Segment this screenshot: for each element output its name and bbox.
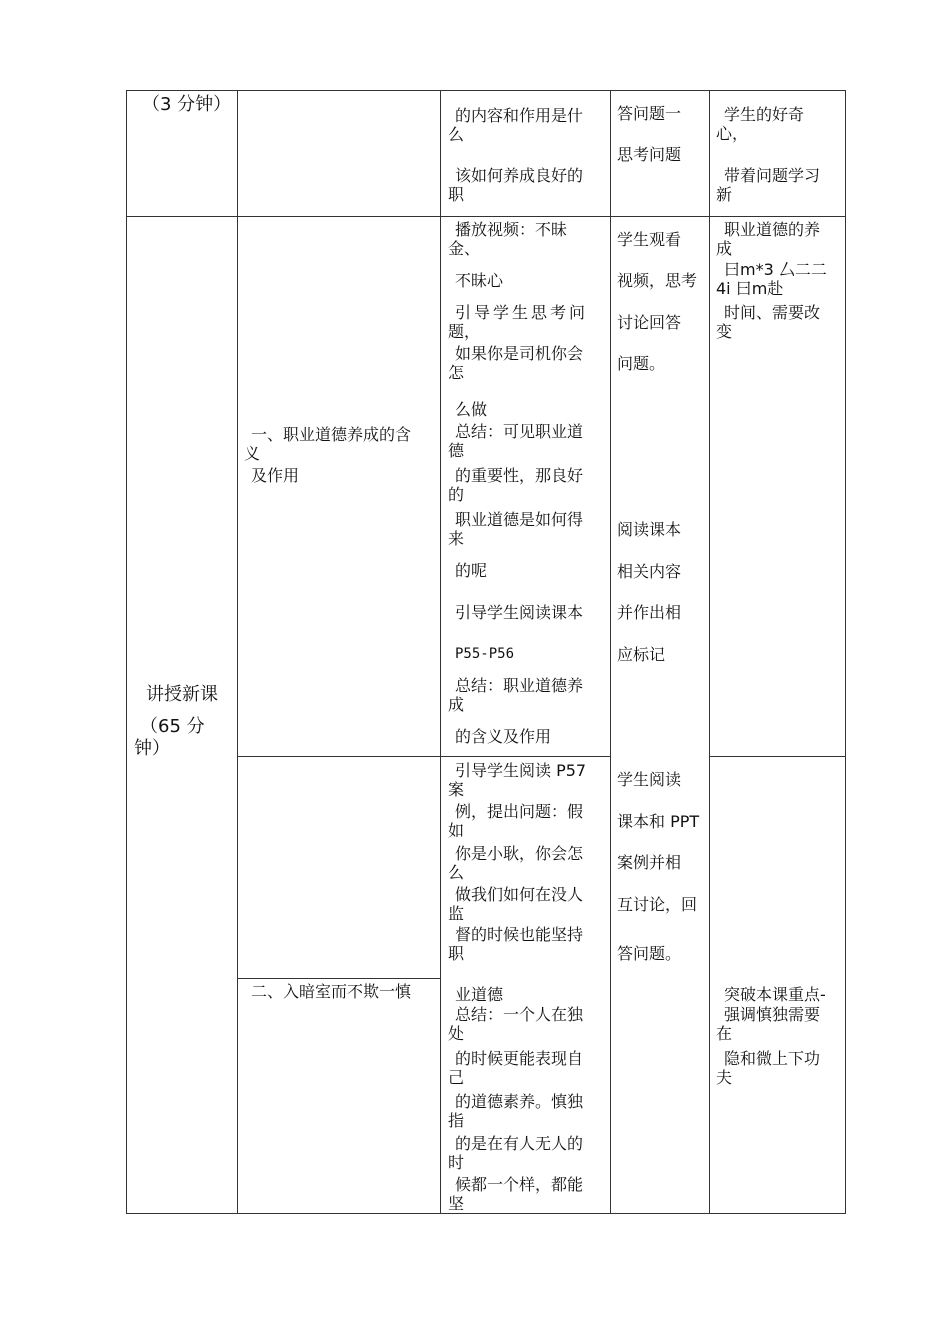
content-text: 金、 <box>448 239 481 258</box>
content-text: 来 <box>448 529 465 548</box>
student-activity: 相关内容 <box>617 562 682 581</box>
design-intent: 职业道德的养 <box>724 220 821 239</box>
student-activity: 并作出相 <box>617 603 682 622</box>
topic-heading: 义 <box>244 444 261 463</box>
content-text: 时 <box>448 1153 465 1172</box>
design-intent: 新 <box>716 185 733 204</box>
content-text: 案 <box>448 780 465 799</box>
student-activity: 互讨论，回 <box>617 895 698 914</box>
table-border-top <box>126 90 846 91</box>
table-col-divider <box>610 90 611 1214</box>
design-intent: 隐和微上下功 <box>724 1049 821 1068</box>
content-text: 该如何养成良好的 <box>455 166 584 185</box>
content-text: 处 <box>448 1024 465 1043</box>
design-intent: 变 <box>716 322 733 341</box>
content-text: 总结：可见职业道 <box>455 422 584 441</box>
content-text: 己 <box>448 1068 465 1087</box>
design-intent: 心， <box>716 124 749 143</box>
content-text: 职 <box>448 944 465 963</box>
content-text: 引导学生阅读 P57 <box>455 761 587 780</box>
student-activity: 讨论回答 <box>617 313 682 332</box>
design-intent: 4i 曰m赴 <box>716 279 784 298</box>
student-activity: 学生阅读 <box>617 770 682 789</box>
topic-heading: 二、入暗室而不欺一慎 <box>251 982 412 1001</box>
design-intent: 学生的好奇 <box>724 105 805 124</box>
design-intent: 突破本课重点- <box>724 985 826 1004</box>
table-col-divider <box>440 90 441 1214</box>
content-text: 监 <box>448 904 465 923</box>
table-row-divider <box>126 216 846 217</box>
design-intent: 曰m*3 厶二二 <box>724 260 827 279</box>
content-text: 的呢 <box>455 561 488 580</box>
content-text: 的是在有人无人的 <box>455 1134 584 1153</box>
content-text: P55-P56 <box>455 646 515 662</box>
content-text: 怎 <box>448 363 465 382</box>
student-activity: 答问题一 <box>617 104 682 123</box>
content-text: 播放视频：不昧 <box>455 220 568 239</box>
student-activity: 学生观看 <box>617 230 682 249</box>
design-intent: 在 <box>716 1024 733 1043</box>
content-text: 引导学生阅读课本 <box>455 603 584 622</box>
student-activity: 课本和 PPT <box>617 812 700 831</box>
table-inner-divider <box>709 756 846 757</box>
content-text: 不昧心 <box>455 271 504 290</box>
design-intent: 夫 <box>716 1068 733 1087</box>
student-activity: 视频，思考 <box>617 271 698 290</box>
design-intent: 带着问题学习 <box>724 166 821 185</box>
content-text: 么 <box>448 125 465 144</box>
design-intent: 成 <box>716 239 733 258</box>
content-text: 的含义及作用 <box>455 727 552 746</box>
table-col-divider <box>709 90 710 1214</box>
student-activity: 思考问题 <box>617 145 682 164</box>
topic-heading: 一、职业道德养成的含 <box>251 425 412 444</box>
stage-duration: （3 分钟） <box>142 94 232 115</box>
content-text: 总结：一个人在独 <box>455 1005 584 1024</box>
design-intent: 时间、需要改 <box>724 303 821 322</box>
content-text: 如 <box>448 821 465 840</box>
student-activity: 阅读课本 <box>617 520 682 539</box>
content-text: 德 <box>448 441 465 460</box>
table-inner-divider <box>237 756 610 757</box>
student-activity: 应标记 <box>617 645 666 664</box>
content-text: 题， <box>448 322 481 341</box>
content-text: 业道德 <box>455 985 504 1004</box>
content-text: 督的时候也能坚持 <box>455 925 584 944</box>
table-col-divider <box>237 90 238 1214</box>
content-text: 的道德素养。慎独 <box>455 1092 584 1111</box>
stage-title: 讲授新课 <box>146 684 218 705</box>
content-text: 如果你是司机你会 <box>455 344 584 363</box>
content-text: 的 <box>448 485 465 504</box>
content-text: 例，提出问题：假 <box>455 802 584 821</box>
content-text: 么做 <box>455 400 488 419</box>
content-text: 职 <box>448 185 465 204</box>
table-border-bottom <box>126 1213 846 1214</box>
content-text: 么 <box>448 863 465 882</box>
topic-heading: 及作用 <box>251 466 300 485</box>
content-text: 候都一个样，都能 <box>455 1175 584 1194</box>
student-activity: 案例并相 <box>617 853 682 872</box>
table-inner-divider <box>237 978 440 979</box>
student-activity: 答问题。 <box>617 944 682 963</box>
content-text: 引导学生思考问 <box>455 303 589 322</box>
content-text: 坚 <box>448 1194 465 1213</box>
design-intent: 强调慎独需要 <box>724 1005 821 1024</box>
content-text: 指 <box>448 1111 465 1130</box>
content-text: 的重要性，那良好 <box>455 466 584 485</box>
content-text: 做我们如何在没人 <box>455 885 584 904</box>
content-text: 的内容和作用是什 <box>455 106 584 125</box>
table-border-right <box>845 90 846 1214</box>
content-text: 总结：职业道德养 <box>455 676 584 695</box>
table-border-left <box>126 90 127 1214</box>
content-text: 成 <box>448 695 465 714</box>
content-text: 你是小耿，你会怎 <box>455 844 584 863</box>
content-text: 职业道德是如何得 <box>455 510 584 529</box>
stage-duration: （65 分 <box>140 716 205 737</box>
stage-duration: 钟） <box>134 738 170 759</box>
student-activity: 问题。 <box>617 354 666 373</box>
content-text: 的时候更能表现自 <box>455 1049 584 1068</box>
